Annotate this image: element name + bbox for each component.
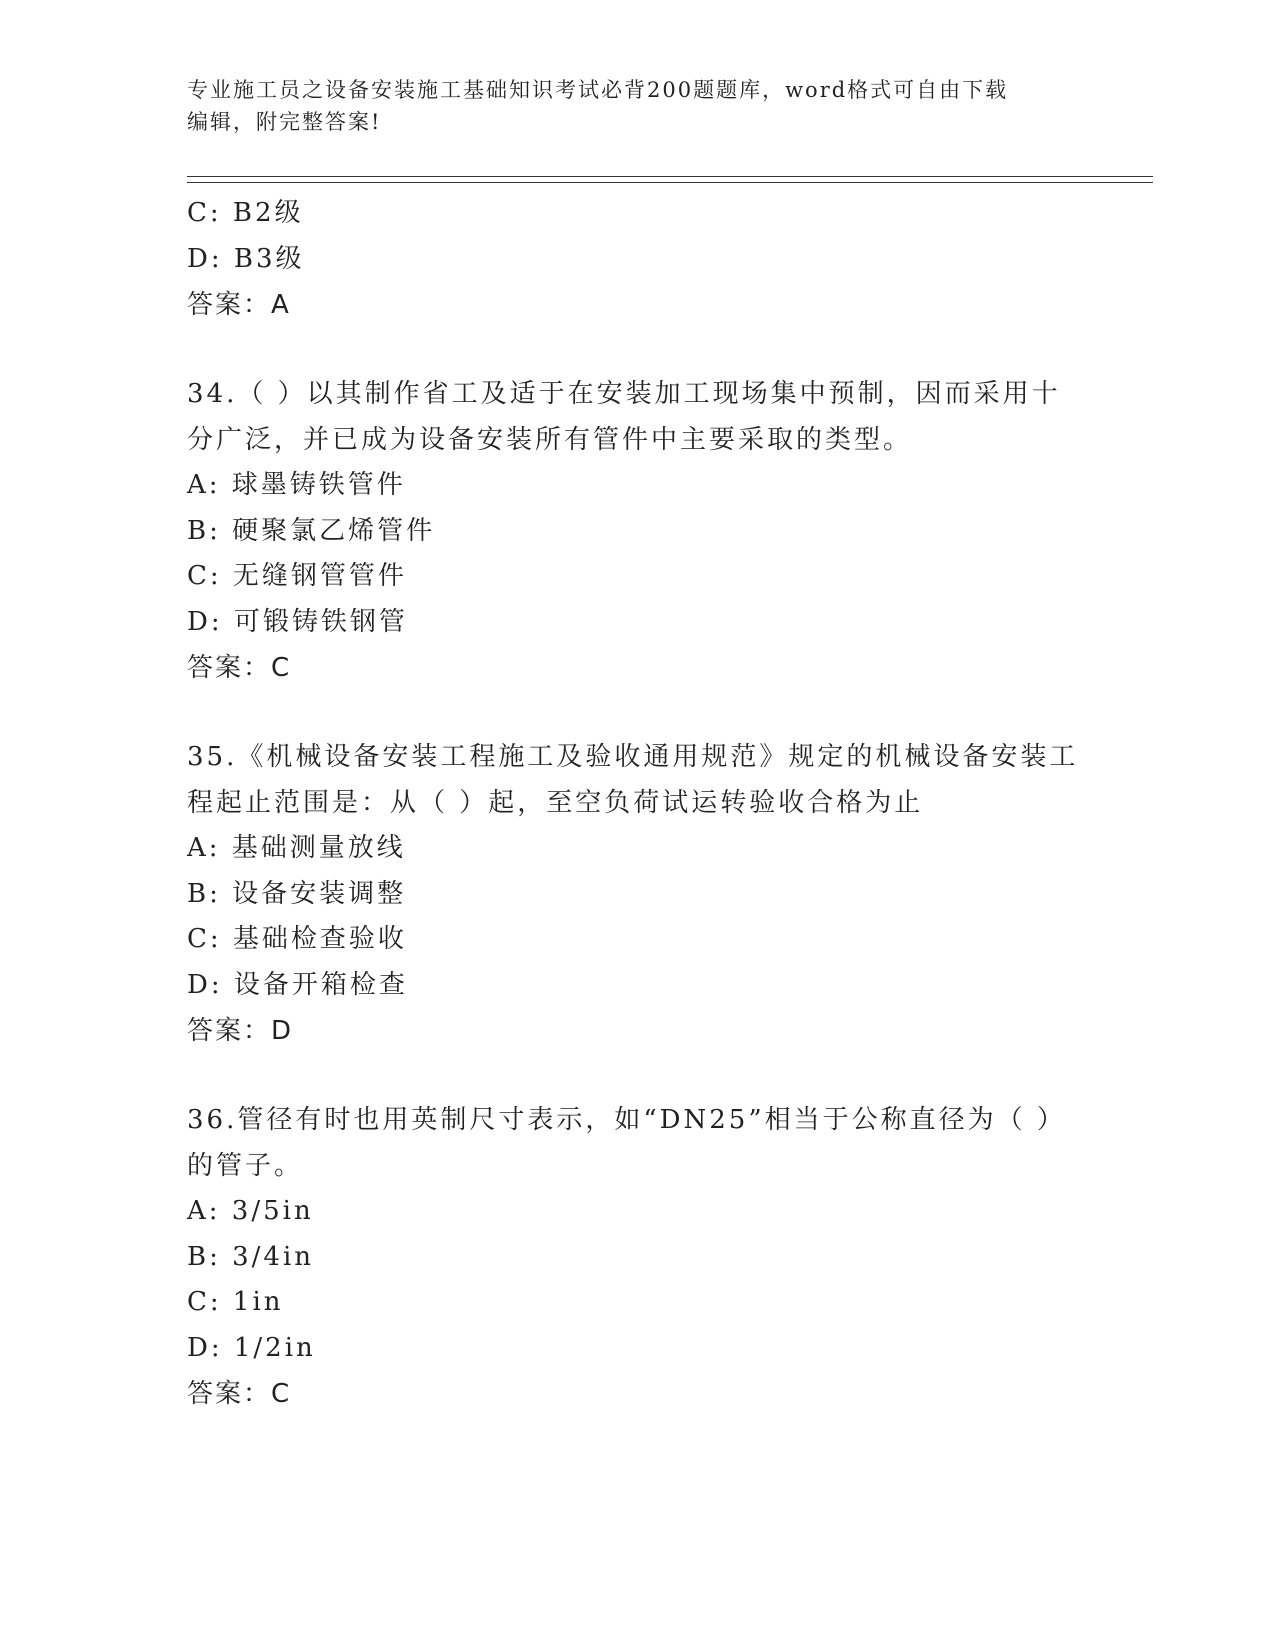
document-body (187, 191, 1087, 1417)
header-divider-bottom (187, 182, 1153, 183)
answer-line: 答案：A (187, 290, 291, 320)
option-a: A: 3/5in (187, 1196, 314, 1226)
option-b: B: 3/4in (187, 1241, 315, 1272)
question-block-36 (187, 1098, 1087, 1417)
option-c: C: 基础检查验收 (187, 924, 407, 954)
option-d: D: 可锻铸铁钢管 (187, 606, 408, 637)
question-block-prev (187, 191, 1087, 328)
option-d: D: 设备开箱检查 (187, 969, 408, 1000)
header-divider-top (187, 176, 1153, 177)
option-d: D: B3级 (187, 243, 305, 274)
document-header (187, 74, 1067, 138)
answer-line: 答案：D (187, 1016, 294, 1046)
option-a: A: 基础测量放线 (187, 833, 406, 863)
question-block-34 (187, 372, 1087, 691)
option-c: C: 1in (187, 1287, 284, 1317)
answer-line: 答案：C (187, 653, 292, 683)
question-text-line-1: 36.管径有时也用英制尺寸表示，如“DN25”相当于公称直径为（ ） (187, 1105, 1066, 1135)
answer-line: 答案：C (187, 1379, 292, 1409)
spacer (187, 691, 1087, 735)
option-d: D: 1/2in (187, 1332, 316, 1363)
option-c: C: 无缝钢管管件 (187, 561, 407, 591)
option-b: B: 设备安装调整 (187, 878, 407, 909)
question-text-line-1: 34.（ ）以其制作省工及适于在安装加工现场集中预制，因而采用十 (187, 379, 1061, 409)
question-text-line-1: 35.《机械设备安装工程施工及验收通用规范》规定的机械设备安装工 (187, 742, 1079, 772)
question-block-35 (187, 735, 1087, 1054)
option-a: A: 球墨铸铁管件 (187, 470, 406, 500)
header-title-line-2: 编辑，附完整答案! (187, 110, 382, 134)
option-c: C: B2级 (187, 198, 304, 228)
question-text-line-2: 的管子。 (187, 1150, 304, 1181)
question-text-line-2: 分广泛，并已成为设备安装所有管件中主要采取的类型。 (187, 424, 913, 455)
question-text-line-2: 程起止范围是：从（ ）起，至空负荷试运转验收合格为止 (187, 787, 924, 818)
option-b: B: 硬聚氯乙烯管件 (187, 515, 436, 546)
header-title-line-1: 专业施工员之设备安装施工基础知识考试必背200题题库，word格式可自由下载 (187, 78, 1009, 102)
spacer (187, 328, 1087, 372)
spacer (187, 1054, 1087, 1098)
